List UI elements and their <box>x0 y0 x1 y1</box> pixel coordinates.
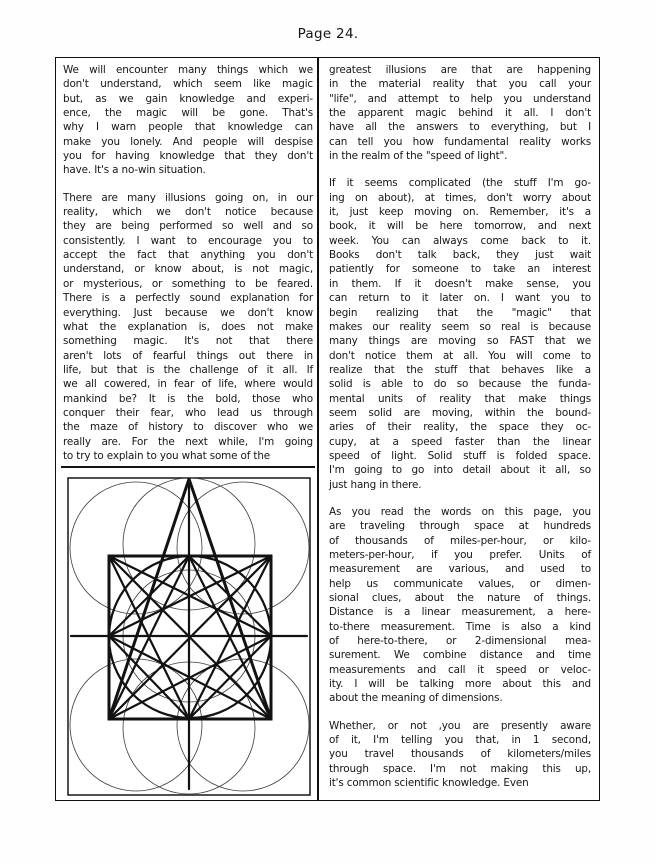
text-line: can return to it later on. I want you to <box>329 292 591 305</box>
text-line: Distance is a linear measurement, a here- <box>329 606 591 619</box>
text-line: to-there measurement. Time is also a kind <box>329 620 591 633</box>
text-line: many things are moving so FAST that we <box>329 335 591 348</box>
text-line: the maze of history to discover who we <box>63 421 313 434</box>
text-line: of thousands of miles-per-hour, or kilo- <box>329 534 591 547</box>
text-line: ity. I will be talking more about this and <box>329 678 591 691</box>
text-line: about the meaning of dimensions. <box>329 692 503 705</box>
text-line: surement. We combine distance and time <box>329 649 591 662</box>
text-line: make you lonely. And people will despise <box>63 135 313 148</box>
paragraph <box>63 63 313 178</box>
text-line: aren't lots of fearful things out there in <box>63 349 313 362</box>
paragraph <box>329 719 591 791</box>
text-line: in the material reality that you call your <box>329 78 591 91</box>
text-line: I'm going to go into detail about it all, so <box>329 464 591 477</box>
text-line: have. It's a no-win situation. <box>63 164 206 177</box>
text-line: why I warn people that knowledge can <box>63 121 313 134</box>
text-line: don't understand, which seem like magic <box>63 78 313 91</box>
text-line: If it seems complicated (the stuff I'm go- <box>329 177 591 190</box>
sacred-geometry-figure <box>67 477 311 796</box>
text-line: realize that the stuff that behaves like a <box>329 363 591 376</box>
text-line: book, it will be here tomorrow, and next <box>329 220 591 233</box>
text-line: mental units of reality that make things <box>329 392 591 405</box>
geometry-construction-svg <box>67 477 311 796</box>
text-line: mankind be? It is the bold, those who <box>63 392 313 405</box>
text-line: cupy, at a speed faster than the linear <box>329 435 591 448</box>
text-line: of here-to-there, or 2-dimensional mea- <box>329 635 591 648</box>
text-line: consistently. I want to encourage you to <box>63 234 313 247</box>
text-line: Books don't talk back, they just wait <box>329 249 591 262</box>
text-line: but, as we gain knowledge and experi- <box>63 92 313 105</box>
text-line: the apparent magic behind it all. I don't <box>329 107 591 120</box>
text-line: greatest illusions are that are happening <box>329 64 591 76</box>
text-line: patiently for someone to take an interest <box>329 263 591 276</box>
text-line: seem solid are moving, within the bound- <box>329 406 591 419</box>
text-line: There is a perfectly sound explanation for <box>63 292 313 305</box>
text-line: you travel thousands of kilometers/miles <box>329 748 591 761</box>
text-line: As you read the words on this page, you <box>329 505 591 518</box>
text-line: makes our reality seem so real is because <box>329 320 591 333</box>
text-line: we all cowered, in fear of life, where would <box>63 378 313 391</box>
text-line: measurements and call it speed or veloc- <box>329 663 591 676</box>
text-line: life, but that is the challenge of it all. If <box>63 363 313 376</box>
text-line: to try to explain to you what some of the <box>63 449 271 462</box>
text-line: begin realizing that the "magic" that <box>329 306 591 319</box>
text-line: reality, which we don't notice because <box>63 206 313 219</box>
paragraph <box>329 176 591 492</box>
text-line: "life", and attempt to help you understand <box>329 92 591 105</box>
text-line: don't notice them at all. You will come to <box>329 349 591 362</box>
text-line: sional clues, about the nature of things. <box>329 592 591 605</box>
right-column <box>329 63 591 791</box>
text-line: it's common scientific knowledge. Even <box>329 777 529 790</box>
text-line: what the explanation is, does not make <box>63 320 313 333</box>
text-line: it, just keep moving on. Remember, it's a <box>329 206 591 219</box>
text-line: There are many illusions going on, in our <box>63 191 313 204</box>
text-line: have all the answers to everything, but I <box>329 121 591 134</box>
text-line: Whether, or not ,you are presently aware <box>329 719 591 732</box>
text-line: understand, or know about, is not magic, <box>63 263 313 276</box>
paragraph <box>329 63 591 163</box>
text-line: through space. I'm not making this up, <box>329 762 591 775</box>
text-line: they are being performed so well and so <box>63 220 313 233</box>
text-line: week. You can always come back to it. <box>329 234 591 247</box>
text-line: can tell you how fundamental reality works <box>329 135 591 148</box>
text-line: We will encounter many things which we <box>63 64 313 76</box>
text-line: everything. Just because we don't know <box>63 306 313 319</box>
left-column <box>63 63 313 463</box>
paragraph <box>63 191 313 464</box>
text-line: are traveling through space at hundreds <box>329 520 591 533</box>
text-line: really are. For the next while, I'm going <box>63 435 313 448</box>
text-line: accept the fact that anything you don't <box>63 249 313 262</box>
text-line: in them. If it doesn't make sense, you <box>329 277 591 290</box>
column-divider <box>317 58 319 800</box>
text-line: something magic. It's not that there <box>63 335 313 348</box>
text-line: of it, I'm telling you that, in 1 second, <box>329 734 591 747</box>
content-frame <box>55 57 600 801</box>
text-line: just hang in there. <box>329 478 422 491</box>
text-line: solid is able to do so because the funda- <box>329 378 591 391</box>
section-rule <box>61 466 315 468</box>
text-line: ence, the magic will be gone. That's <box>63 107 313 120</box>
paragraph <box>329 505 591 706</box>
text-line: measurement are various, and used to <box>329 563 591 576</box>
text-line: ing on about), at times, don't worry about <box>329 191 591 204</box>
text-line: help us communicate values, or dimen- <box>329 577 591 590</box>
text-line: speed of light. Solid stuff is folded space. <box>329 449 591 462</box>
text-line: meters-per-hour, if you prefer. Units of <box>329 549 591 561</box>
text-line: conquer their fear, who lead us through <box>63 406 313 419</box>
text-line: in the realm of the "speed of light". <box>329 150 508 163</box>
page-number-heading: Page 24. <box>297 26 359 42</box>
text-line: aries of their reality, the space they oc- <box>329 421 591 434</box>
text-line: you for having knowledge that they don't <box>63 150 313 163</box>
text-line: or mysterious, or something to be feared. <box>63 277 313 290</box>
